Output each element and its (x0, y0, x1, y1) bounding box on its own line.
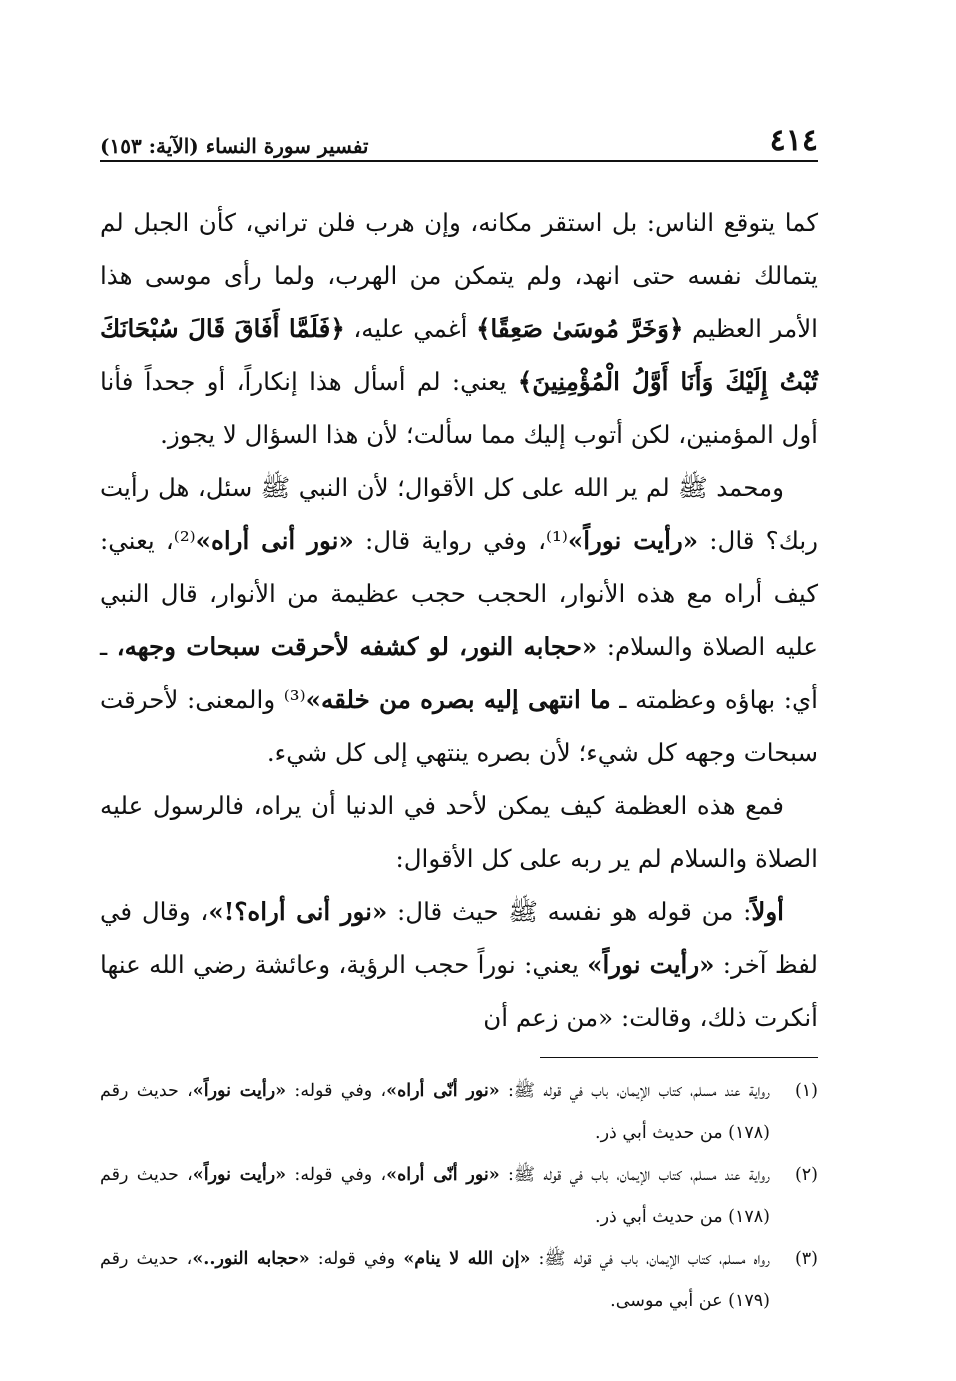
text-segment: ⁽²⁾، يعني: كيف أراه مع هذه الأنوار، الحجب حجب عظيمة من الأنوار، قال النبي عليه الصلاة والسلام: (100, 526, 818, 661)
footnote-3 (100, 1238, 818, 1322)
hadith-quote: «نور أنى أراه؟!» (208, 897, 388, 926)
footnote-text (100, 1154, 770, 1238)
footnote-number: (٣) (794, 1249, 818, 1269)
hadith-quote: «رأيت نوراً» (192, 1165, 287, 1185)
text-segment: ، وفي قوله: (286, 1165, 387, 1185)
footnote-text (100, 1238, 770, 1322)
text-segment: ، وفي قوله: (286, 1081, 387, 1101)
running-title: تفسير سورة النساء (الآية: ١٥٣) (100, 134, 369, 158)
hadith-quote: «رأيت نوراً» (587, 950, 715, 979)
main-text (100, 196, 818, 1044)
footnote-text (100, 1070, 770, 1154)
hadith-quote: «رأيت نوراً» (567, 526, 699, 555)
hadith-quote: «حجابه النور، لو كشفه لأحرقت سبحات وجهه، (116, 632, 598, 661)
text-segment: وفي قوله: (309, 1249, 404, 1269)
quran-quote: ﴿فَلَمَّا أَفَاقَ قَالَ سُبْحَانَكَ تُبْتُ إِلَيْكَ وَأَنَا أَوَّلُ الْمُؤْمِنِينَ﴾ (100, 314, 818, 396)
text-segment: يعني: نوراً حجب الرؤية، وعائشة رضي الله عنها أنكرت ذلك، وقالت: «من زعم أن (100, 950, 818, 1032)
footnote-1 (100, 1070, 818, 1154)
text-segment: أغمي عليه، (344, 314, 477, 343)
text-segment: يعني: لم أسأل هذا إنكاراً، أو جحداً فأنا أول المؤمنين، لكن أتوب إليك مما سألت؛ لأن هذا السؤال لا يجوز. (100, 367, 818, 449)
hadith-quote: «نور أنّى أراه» (386, 1165, 500, 1185)
hadith-quote: «رأيت نوراً» (192, 1081, 287, 1101)
text-segment: كما يتوقع الناس: بل استقر مكانه، وإن هرب فلن تراني، كأن الجبل لم يتمالك نفسه حتى انهد، ولم يتمكن من الهرب، ولما رأى موسى هذا الأمر العظيم (100, 208, 818, 343)
footnote-2 (100, 1154, 818, 1238)
paragraph-1 (100, 196, 818, 461)
hadith-quote: «نور أنى أراه» (195, 526, 354, 555)
text-segment: ، حديث رقم (١٧٩) عن أبي موسى. (100, 1249, 770, 1311)
paragraph-3: فمع هذه العظمة كيف يمكن لأحد في الدنيا أن يراه، فالرسول عليه الصلاة والسلام لم ير ربه على كل الأقوال: (100, 791, 818, 873)
hadith-quote: «نور أنّى أراه» (386, 1081, 500, 1101)
text-segment: رواية عند مسلم، كتاب الإيمان، باب في قوله ﷺ: (499, 1081, 770, 1101)
paragraph-4 (100, 885, 818, 1044)
text-segment: ، حديث رقم (١٧٨) من حديث أبي ذر. (100, 1081, 770, 1143)
footnote-number: (٢) (794, 1165, 818, 1185)
hadith-quote: ما انتهى إليه بصره من خلقه» (305, 685, 611, 714)
text-segment: ، حديث رقم (١٧٨) من حديث أبي ذر. (100, 1165, 770, 1227)
text-segment: ، وقال في لفظ آخر: (100, 897, 818, 979)
quran-quote: ﴿وَخَرَّ مُوسَىٰ صَعِقًا﴾ (476, 314, 684, 343)
text-segment: ⁽¹⁾، وفي رواية قال: (353, 526, 568, 555)
text-segment: ⁽³⁾ والمعنى: لأحرقت سبحات وجهه كل شيء؛ لأن بصره ينتهي إلى كل شيء. (100, 685, 818, 767)
footnotes (100, 1070, 818, 1322)
paragraph-2 (100, 461, 818, 779)
page-header (100, 118, 818, 162)
footnote-number: (١) (794, 1081, 818, 1101)
point-label: أولاً (751, 897, 784, 926)
hadith-quote: «حجابه النور..» (192, 1249, 310, 1269)
text-segment: رواه مسلم، كتاب الإيمان، باب في قوله ﷺ: (530, 1249, 771, 1269)
text-segment: رواية عند مسلم، كتاب الإيمان، باب في قوله ﷺ: (499, 1165, 770, 1185)
text-segment: ـ أي: بهاؤه وعظمته ـ (100, 632, 818, 714)
page-number: ٤١٤ (769, 123, 818, 158)
text-segment: : من قوله هو نفسه ﷺ حيث قال: (387, 897, 752, 926)
hadith-quote: «إن الله لا ينام» (403, 1249, 531, 1269)
footnote-divider (540, 1057, 818, 1058)
text-segment: ومحمد ﷺ لم ير الله على كل الأقوال؛ لأن النبي ﷺ سئل، هل رأيت ربك؟ قال: (100, 473, 818, 555)
